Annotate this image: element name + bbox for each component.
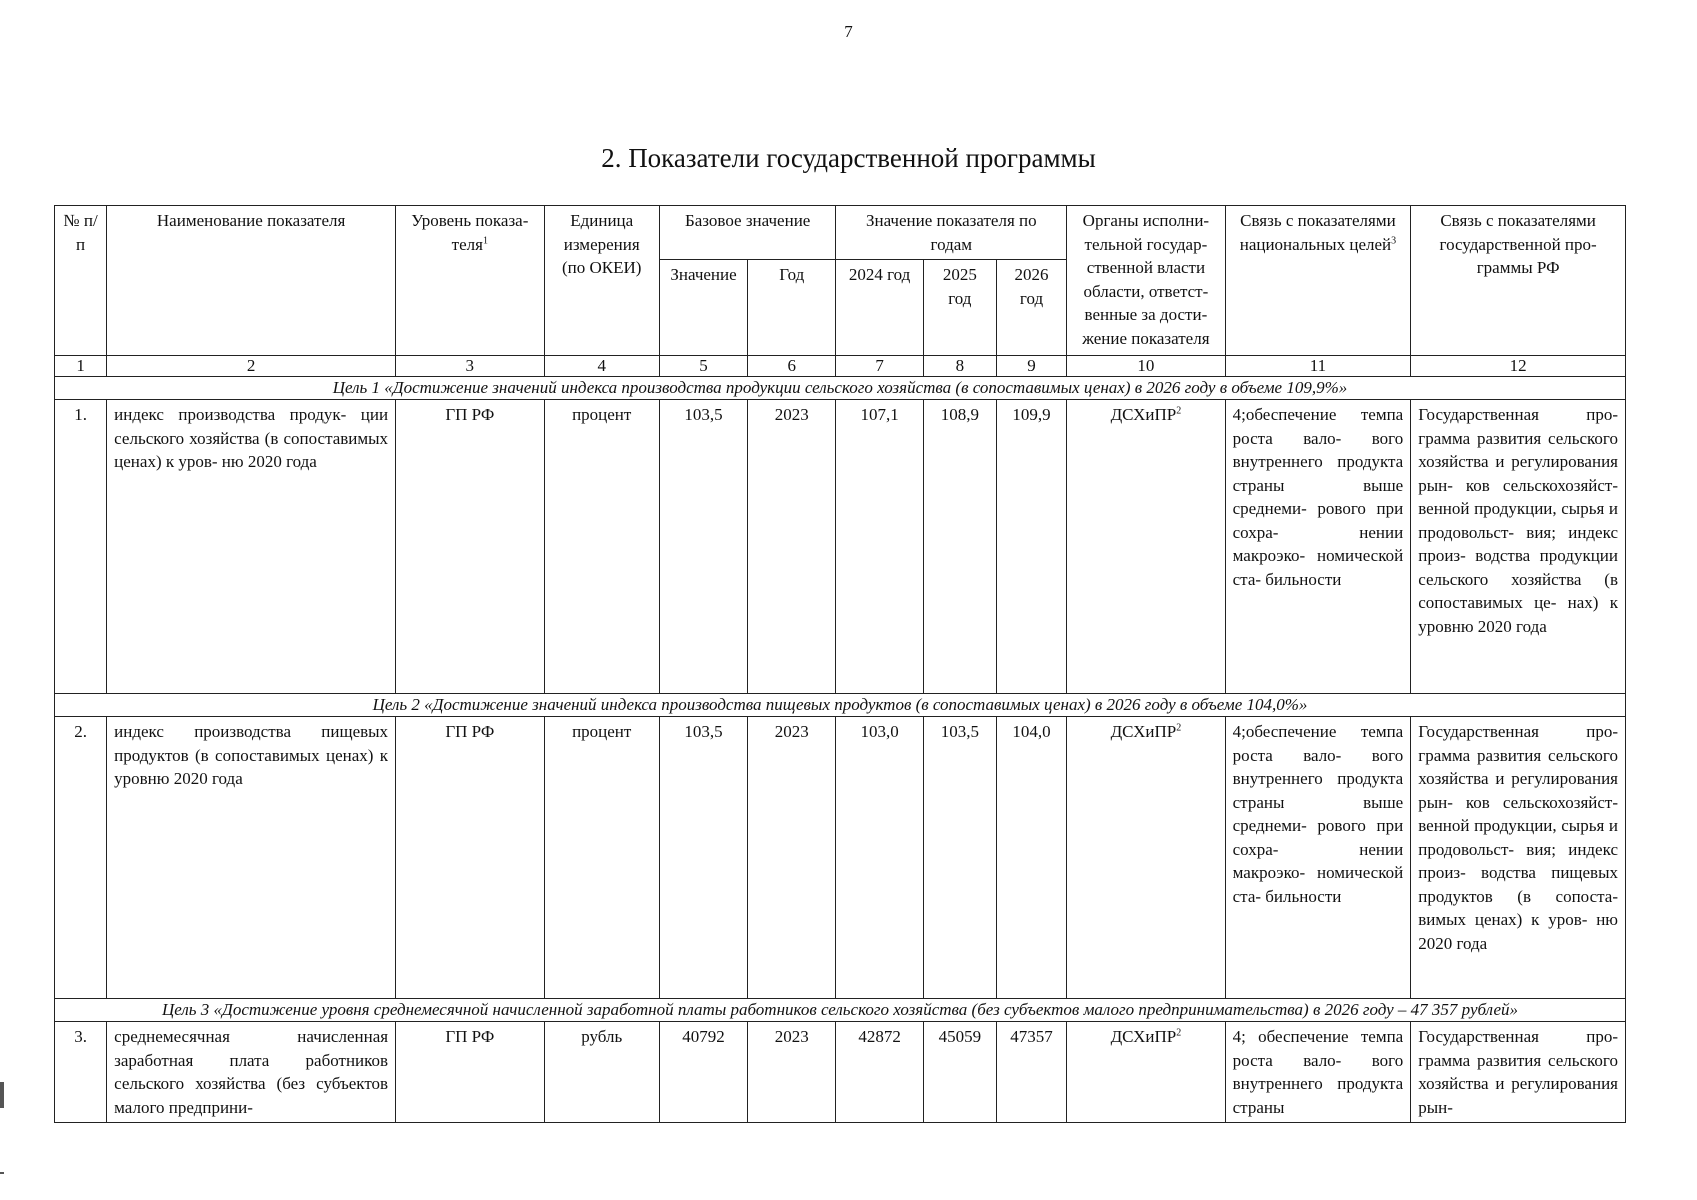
value-2024: 103,0 (836, 717, 923, 999)
value-2026: 109,9 (996, 400, 1066, 694)
col-number: 2 (107, 356, 396, 377)
base-value: 40792 (659, 1022, 747, 1123)
col-number: 4 (544, 356, 659, 377)
table-row (55, 717, 1626, 999)
header-base: Базовое значение (659, 206, 836, 260)
row-num: 2. (55, 717, 107, 999)
header-2024: 2024 год (836, 260, 923, 356)
table-row (55, 400, 1626, 694)
base-value: 103,5 (659, 400, 747, 694)
responsible-body-sup: 2 (1176, 405, 1182, 417)
indicator-name: среднемесячная начисленная заработная плата работников сельского хозяйства (без субъектов малого предприни- (107, 1022, 396, 1123)
header-by-years: Значение показателя по годам (836, 206, 1067, 260)
col-number: 11 (1225, 356, 1411, 377)
rf-program-link: Государственная про- грамма развития сельского хозяйства и регулирования рын- ков сельскохозяйст- венной продукции, сырья и продовольст- вия; индекс произ- водства пищевых продуктов (в сопоста- вимых ценах) к уров- ню 2020 года (1411, 717, 1626, 999)
responsible-body-sup: 2 (1176, 1027, 1182, 1039)
page-number: 7 (844, 22, 853, 41)
header-level-text: Уровень показа- теля (411, 211, 529, 254)
base-year: 2023 (748, 1022, 836, 1123)
national-goal-link: 4; обеспечение темпа роста вало- вого внутреннего продукта страны (1225, 1022, 1411, 1123)
col-number: 12 (1411, 356, 1626, 377)
col-number: 5 (659, 356, 747, 377)
responsible-body-text: ДСХиПР (1110, 722, 1177, 741)
header-bodies: Органы исполни- тельной государ- ственной власти области, ответст- венные за дости- жение показателя (1067, 206, 1226, 356)
row-num: 3. (55, 1022, 107, 1123)
indicator-level: ГП РФ (396, 717, 544, 999)
table-row (55, 1022, 1626, 1123)
header-level-sup: 1 (482, 234, 488, 246)
header-num: № п/п (55, 206, 107, 356)
value-2024: 107,1 (836, 400, 923, 694)
header-2025: 2025 год (923, 260, 996, 356)
header-nat-goals (1225, 206, 1411, 356)
goal-2-text: Цель 2 «Достижение значений индекса производства пищевых продуктов (в сопоставимых ценах) в 2026 году в объеме 104,0%» (55, 694, 1626, 717)
indicators-table (54, 205, 1626, 1123)
responsible-body (1067, 400, 1226, 694)
responsible-body (1067, 1022, 1226, 1123)
value-2025: 45059 (923, 1022, 996, 1123)
value-2025: 108,9 (923, 400, 996, 694)
col-number: 7 (836, 356, 923, 377)
header-base-value: Значение (659, 260, 747, 356)
base-value: 103,5 (659, 717, 747, 999)
goal-row (55, 377, 1626, 400)
responsible-body-text: ДСХиПР (1110, 1027, 1177, 1046)
scan-edge-mark (0, 1172, 4, 1174)
responsible-body-sup: 2 (1176, 722, 1182, 734)
col-number: 3 (396, 356, 544, 377)
header-nat-goals-text: Связь с показателями национальных целей (1239, 211, 1396, 254)
indicator-name: индекс производства продук- ции сельского хозяйства (в сопоставимых ценах) к уров- ню 2020 года (107, 400, 396, 694)
col-number: 10 (1067, 356, 1226, 377)
responsible-body-text: ДСХиПР (1110, 405, 1177, 424)
base-year: 2023 (748, 400, 836, 694)
value-2025: 103,5 (923, 717, 996, 999)
base-year: 2023 (748, 717, 836, 999)
value-2024: 42872 (836, 1022, 923, 1123)
national-goal-link: 4;обеспечение темпа роста вало- вого внутреннего продукта страны выше среднеми- рового при сохра- нении макроэко- номической ста- бильности (1225, 400, 1411, 694)
national-goal-link: 4;обеспечение темпа роста вало- вого внутреннего продукта страны выше среднеми- рового при сохра- нении макроэко- номической ста- бильности (1225, 717, 1411, 999)
header-2026: 2026 год (996, 260, 1066, 356)
header-row (55, 206, 1626, 260)
rf-program-link: Государственная про- грамма развития сельского хозяйства и регулирования рын- (1411, 1022, 1626, 1123)
header-nat-goals-sup: 3 (1391, 234, 1397, 246)
indicator-name: индекс производства пищевых продуктов (в сопоставимых ценах) к уровню 2020 года (107, 717, 396, 999)
section-title: 2. Показатели государственной программы (601, 143, 1096, 173)
header-rf-program: Связь с показателями государственной про- граммы РФ (1411, 206, 1626, 356)
indicator-level: ГП РФ (396, 400, 544, 694)
rf-program-link: Государственная про- грамма развития сельского хозяйства и регулирования рын- ков сельскохозяйст- венной продукции, сырья и продовольст- вия; индекс произ- водства продукции сельского хозяйства (в сопоставимых це- нах) к уровню 2020 года (1411, 400, 1626, 694)
goal-row (55, 694, 1626, 717)
col-number: 1 (55, 356, 107, 377)
col-number: 6 (748, 356, 836, 377)
responsible-body (1067, 717, 1226, 999)
value-2026: 47357 (996, 1022, 1066, 1123)
header-base-year: Год (748, 260, 836, 356)
header-unit: Единица измерения (по ОКЕИ) (544, 206, 659, 356)
row-num: 1. (55, 400, 107, 694)
goal-3-text: Цель 3 «Достижение уровня среднемесячной начисленной заработной платы работников сельского хозяйства (без субъектов малого предпринимательства) в 2026 году – 47 357 рублей» (55, 999, 1626, 1022)
indicator-level: ГП РФ (396, 1022, 544, 1123)
indicator-unit: процент (544, 400, 659, 694)
header-level (396, 206, 544, 356)
value-2026: 104,0 (996, 717, 1066, 999)
goal-row (55, 999, 1626, 1022)
indicator-unit: процент (544, 717, 659, 999)
col-number: 8 (923, 356, 996, 377)
goal-1-text: Цель 1 «Достижение значений индекса производства продукции сельского хозяйства (в сопоставимых ценах) в 2026 году в объеме 109,9%» (55, 377, 1626, 400)
indicator-unit: рубль (544, 1022, 659, 1123)
column-numbers-row (55, 356, 1626, 377)
header-name: Наименование показателя (107, 206, 396, 356)
col-number: 9 (996, 356, 1066, 377)
scan-edge-mark (0, 1082, 4, 1108)
